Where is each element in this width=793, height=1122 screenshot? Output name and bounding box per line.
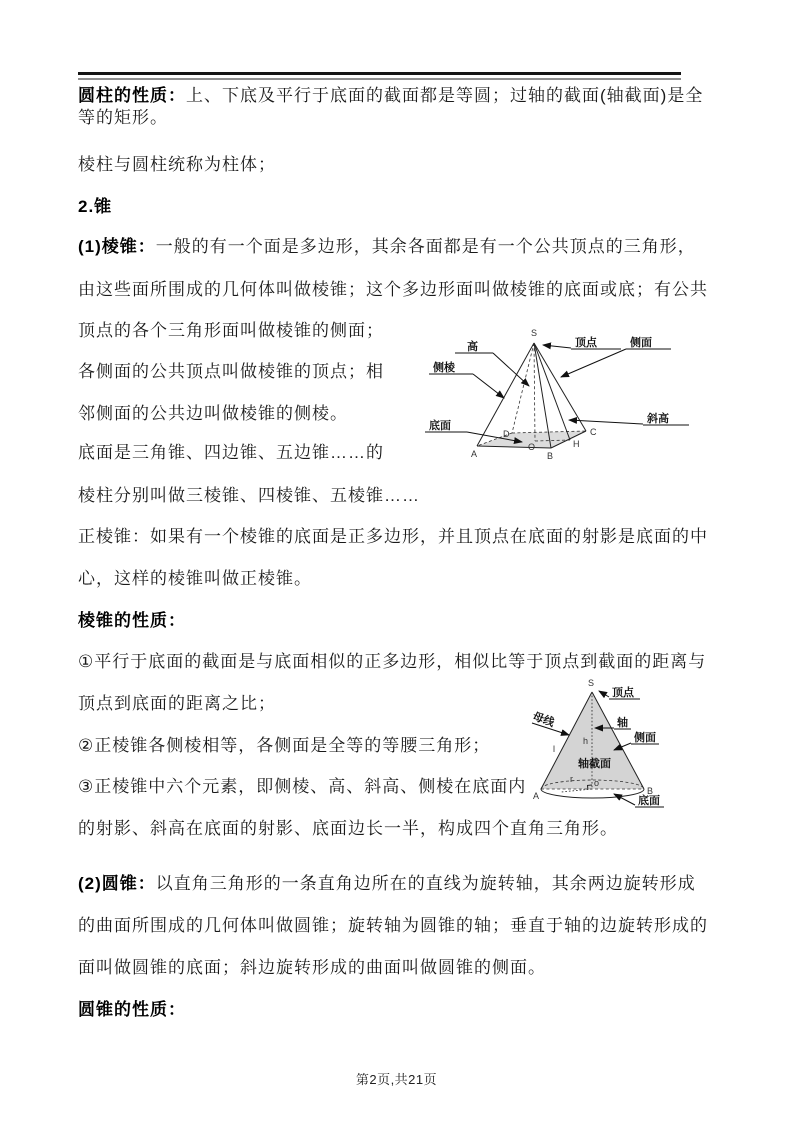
- label-apex: 顶点: [575, 337, 597, 349]
- heading-pyramid-properties: 棱锥的性质：: [78, 611, 186, 630]
- cone-label-apex: 顶点: [612, 687, 634, 699]
- cone-label-base: 底面: [638, 795, 660, 807]
- page-number-footer: 第2页,共21页: [355, 1072, 438, 1087]
- cylinder-properties-heading: 圆柱的性质：: [78, 86, 186, 105]
- label-apex-leader: [543, 345, 571, 348]
- para-circular-cone-line3: 面叫做圆锥的底面；斜边旋转形成的曲面叫做圆锥的侧面。: [78, 958, 546, 977]
- para-prism-cylinder-note: 棱柱与圆柱统称为柱体；: [78, 155, 276, 174]
- section-heading-cone: 2.锥: [78, 197, 113, 216]
- cone-radius-line: [561, 789, 592, 792]
- cone-mark-a: A: [533, 791, 540, 801]
- pyramid-slant-height-line: [534, 343, 570, 440]
- cone-diagram: [528, 672, 743, 812]
- cone-label-lateral-face: 侧面: [634, 732, 656, 744]
- pyramid-edge-sc: [534, 343, 586, 431]
- label-slant-height: 斜高: [647, 413, 669, 425]
- pyramid-heading: (1)棱锥：: [78, 237, 156, 256]
- label-lateral-edge: 侧棱: [433, 362, 455, 374]
- cone-axial-section: [541, 692, 644, 789]
- vertex-o: O: [528, 442, 536, 452]
- label-lateral-face-leader: [561, 349, 626, 377]
- para-pyramid-def-line4: 各侧面的公共顶点叫做棱锥的顶点；相: [78, 362, 384, 381]
- cone-label-axial-section: 轴截面: [578, 758, 611, 770]
- cone-solid: [541, 692, 644, 798]
- cone-label-axis: 轴: [617, 717, 628, 729]
- vertex-d: D: [503, 429, 510, 439]
- cone-label-apex-leader: [599, 691, 609, 697]
- para-property1-line2: 顶点到底面的距离之比；: [78, 694, 276, 713]
- cone-base-front-arc: [541, 789, 644, 798]
- label-lateral-face: 侧面: [630, 337, 652, 349]
- para-pyramid-def-line5: 邻侧面的公共边叫做棱锥的侧棱。: [78, 404, 348, 423]
- cone-mark-r: r: [570, 774, 573, 784]
- para-cylinder-properties-line1: 圆柱的性质：上、下底及平行于底面的截面都是等圆；过轴的截面(轴截面)是全: [78, 86, 704, 105]
- label-height-leader: [493, 353, 529, 386]
- vertex-b: B: [547, 451, 554, 461]
- para-pyramid-def-line2: 由这些面所围成的几何体叫做棱锥；这个多边形面叫做棱锥的底面或底；有公共: [78, 280, 708, 299]
- cone-mark-s: S: [588, 678, 595, 688]
- circular-cone-heading: (2)圆锥：: [78, 874, 156, 893]
- vertex-c: C: [590, 427, 597, 437]
- heading-circular-cone-properties: 圆锥的性质：: [78, 1000, 186, 1019]
- cone-mark-l: l: [553, 744, 555, 754]
- para-cylinder-properties-line2: 等的矩形。: [78, 108, 168, 127]
- para-pyramid-def-line3: 顶点的各个三角形面叫做棱锥的侧面；: [78, 321, 384, 340]
- header-double-rule: [78, 72, 681, 80]
- para-regular-pyramid-line2: 心，这样的棱锥叫做正棱锥。: [78, 569, 312, 588]
- para-property3-line1: ③正棱锥中六个元素，即侧棱、高、斜高、侧棱在底面内: [78, 777, 527, 796]
- cone-mark-o: o: [594, 778, 600, 788]
- label-lateral-edge-leader: [473, 374, 504, 398]
- para-circular-cone-line2: 的曲面所围成的几何体叫做圆锥；旋转轴为圆锥的轴；垂直于轴的边旋转形成的: [78, 916, 708, 935]
- vertex-a: A: [471, 449, 478, 459]
- pyramid-diagram: [425, 320, 745, 462]
- pyramid-edge-sd: [512, 343, 534, 433]
- para-circular-cone-line1: (2)圆锥：以直角三角形的一条直角边所在的直线为旋转轴，其余两边旋转形成: [78, 874, 696, 893]
- para-property3-line2: 的射影、斜高在底面的射影、底面边长一半，构成四个直角三角形。: [78, 819, 618, 838]
- label-height: 高: [467, 341, 478, 353]
- pyramid-height-line: [534, 343, 535, 441]
- vertex-s: S: [531, 328, 538, 338]
- cone-label-generatrix: 母线: [530, 710, 556, 730]
- label-base: 底面: [429, 420, 451, 432]
- para-regular-pyramid-line1: 正棱锥：如果有一个棱锥的底面是正多边形，并且顶点在底面的射影是底面的中: [78, 527, 708, 546]
- cone-mark-b: B: [647, 786, 654, 796]
- para-pyramid-def-line1: (1)棱锥：一般的有一个面是多边形，其余各面都是有一个公共顶点的三角形，: [78, 237, 696, 256]
- para-pyramid-naming-line2: 棱柱分别叫做三棱锥、四棱锥、五棱锥……: [78, 486, 420, 505]
- pyramid-solid: [477, 343, 586, 448]
- para-pyramid-naming-line1: 底面是三角锥、四边锥、五边锥……的: [78, 443, 384, 462]
- para-property2: ②正棱锥各侧棱相等，各侧面是全等的等腰三角形；: [78, 736, 491, 755]
- cone-mark-h: h: [583, 736, 589, 746]
- label-slant-height-leader: [569, 420, 643, 424]
- pyramid-callouts: [425, 335, 689, 442]
- vertex-h: H: [573, 439, 580, 449]
- para-property1-line1: ①平行于底面的截面是与底面相似的正多边形，相似比等于顶点到截面的距离与: [78, 652, 707, 671]
